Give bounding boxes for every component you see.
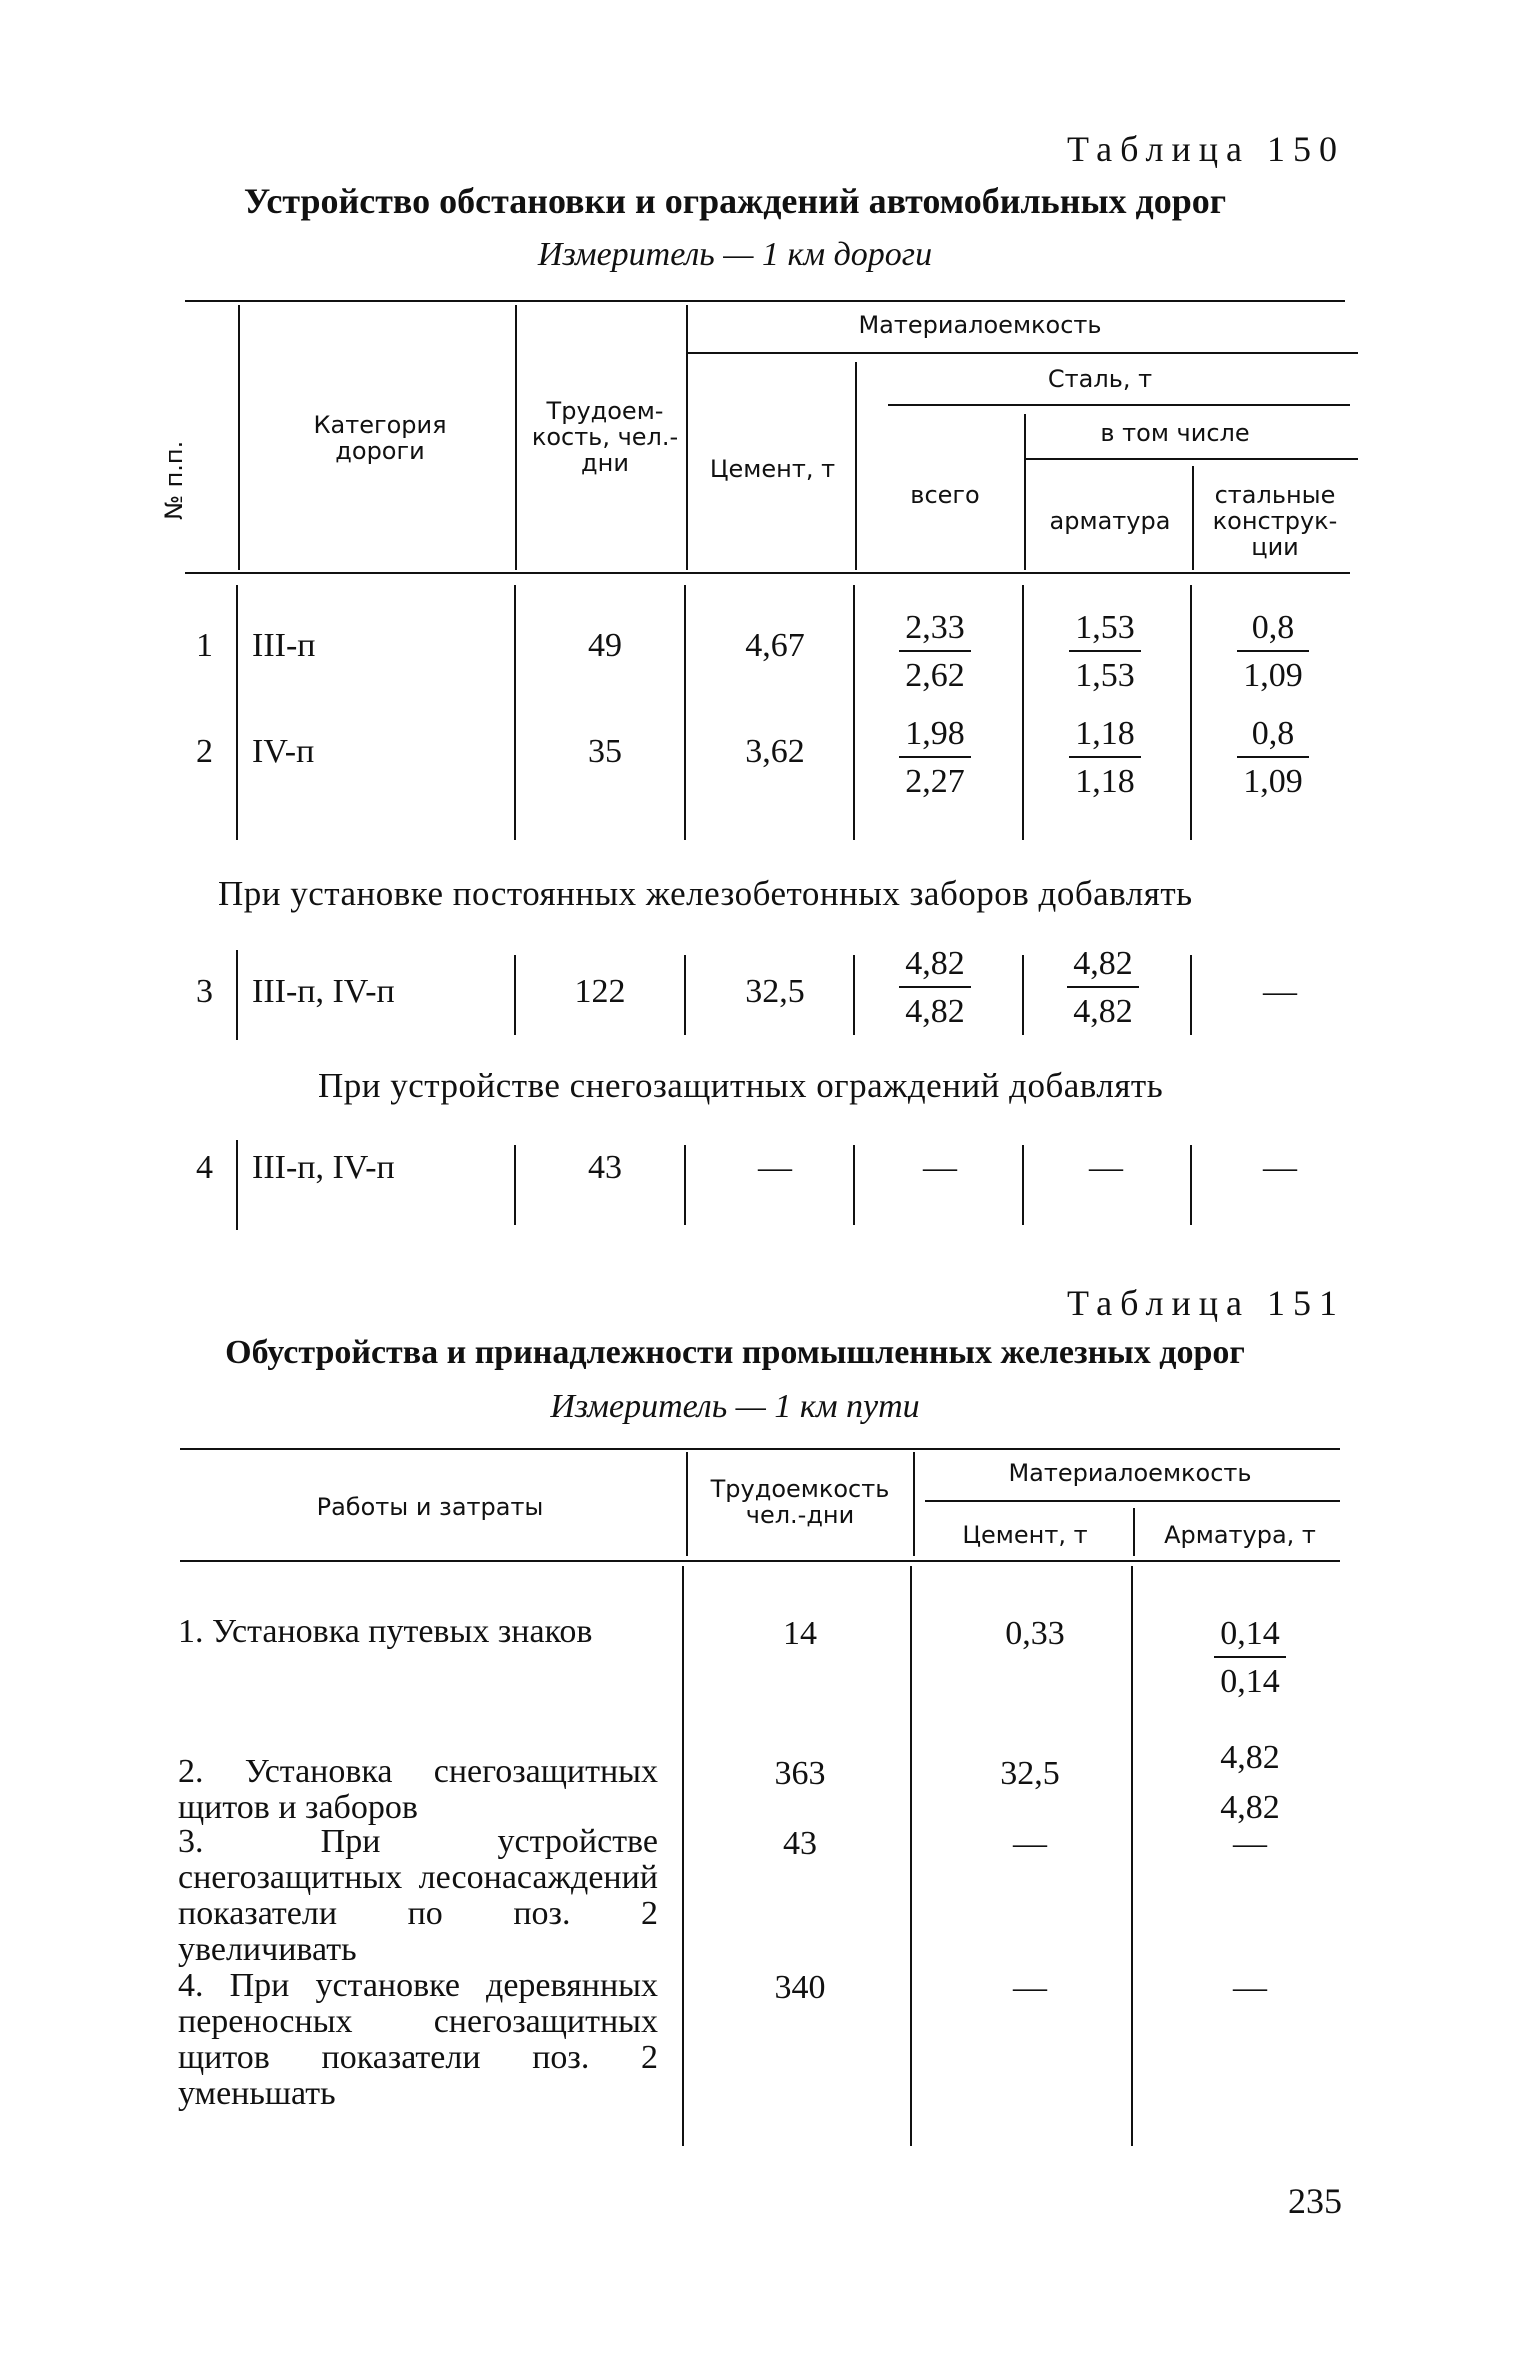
- t150-row4-labor: 43: [588, 1149, 622, 1186]
- t150-header-cement: Цемент, т: [709, 455, 836, 483]
- t150-row2-rebar-den: 1,18: [1075, 763, 1135, 800]
- fraction-bar: [1214, 1656, 1286, 1658]
- t150-row4-v5: [1022, 1145, 1024, 1225]
- t151-row1-rebar-num: 0,14: [1220, 1615, 1280, 1652]
- t150-row2-rebar: [1050, 714, 1160, 802]
- t150-v1: [238, 305, 240, 570]
- t150-row4-cement: —: [758, 1149, 792, 1186]
- t151-row4-cement: —: [1013, 1969, 1047, 2006]
- t150-body-v3: [684, 585, 686, 840]
- t150-row2-struct-den: 1,09: [1243, 763, 1303, 800]
- t150-body-v4: [853, 585, 855, 840]
- t150-row1-struct-num: 0,8: [1251, 609, 1295, 646]
- table-150-title: Устройство обстановки и ограждений автомобильных дорог: [243, 181, 1227, 221]
- t150-header-materials: Материалоемкость: [858, 311, 1102, 339]
- t150-row1-structures: [1218, 608, 1328, 696]
- t151-row4-text: 4. При установке деревянных переносных снегозащитных щитов показатели поз. 2 уменьшать: [178, 1967, 658, 2112]
- t150-v6: [1192, 466, 1194, 570]
- t150-header-steel: Сталь, т: [1047, 365, 1153, 393]
- t150-row1-total-den: 2,62: [905, 657, 965, 694]
- t150-body-v5: [1022, 585, 1024, 840]
- t150-row3-labor: 122: [574, 973, 626, 1010]
- t150-row1-total: [880, 608, 990, 696]
- t150-row4-rebar: —: [1089, 1149, 1123, 1186]
- t151-bv1: [682, 1566, 684, 2146]
- t150-row2-labor: 35: [588, 733, 622, 770]
- fraction-bar: [1069, 650, 1141, 652]
- t151-top-rule: [180, 1448, 1340, 1450]
- t151-row1-cement: 0,33: [1005, 1615, 1065, 1652]
- t150-row3-v2: [514, 955, 516, 1035]
- t151-header-works: Работы и затраты: [316, 1493, 544, 1521]
- t150-header-rebar: арматура: [1049, 507, 1171, 535]
- t150-row4-num: 4: [196, 1149, 213, 1186]
- t151-row3-rebar: —: [1233, 1825, 1267, 1862]
- t151-bv2: [910, 1566, 912, 2146]
- t150-row2-rebar-num: 1,18: [1075, 715, 1135, 752]
- t150-v5: [1024, 414, 1026, 570]
- t150-v3: [686, 305, 688, 570]
- t150-section3-title: При установке постоянных железобетонных заборов добавлять: [218, 874, 1193, 913]
- t150-row3-total-num: 4,82: [905, 945, 965, 982]
- t150-header-bottom-rule: [185, 572, 1350, 574]
- t150-row1-labor: 49: [588, 627, 622, 664]
- fraction-bar: [1067, 986, 1139, 988]
- t151-bv3: [1131, 1566, 1133, 2146]
- t150-row4-total: —: [923, 1149, 957, 1186]
- t151-row1-labor: 14: [783, 1615, 817, 1652]
- t150-header-labor: Трудоем-кость, чел.-дни: [531, 397, 679, 477]
- t150-row4-v1: [236, 1140, 238, 1230]
- fraction-bar: [1069, 756, 1141, 758]
- t151-header-rebar: Арматура, т: [1164, 1521, 1316, 1549]
- t151-header-bottom-rule: [180, 1560, 1340, 1562]
- t150-row3-rebar: [1048, 944, 1158, 1032]
- t150-row1-total-num: 2,33: [905, 609, 965, 646]
- table-151-measure: Измеритель — 1 км пути: [550, 1388, 920, 1425]
- t151-row2-rebar-den: 4,82: [1220, 1789, 1280, 1826]
- t150-row2-total-den: 2,27: [905, 763, 965, 800]
- t150-row3-rebar-num: 4,82: [1073, 945, 1133, 982]
- fraction-bar: [899, 756, 971, 758]
- t150-row2-total-num: 1,98: [905, 715, 965, 752]
- t150-row1-rebar-num: 1,53: [1075, 609, 1135, 646]
- fraction-bar: [899, 650, 971, 652]
- t150-row3-category: III-п, IV-п: [252, 973, 395, 1010]
- t150-header-total: всего: [910, 481, 980, 509]
- t150-header-including: в том числе: [1100, 419, 1250, 447]
- fraction-bar: [1237, 756, 1309, 758]
- table-150-measure: Измеритель — 1 км дороги: [537, 236, 933, 273]
- t150-row3-rebar-den: 4,82: [1073, 993, 1133, 1030]
- table-151-title: Обустройства и принадлежности промышленных железных дорог: [225, 1334, 1245, 1371]
- t150-row3-v4: [853, 955, 855, 1035]
- t151-row3-cement: —: [1013, 1825, 1047, 1862]
- t150-body-v1: [236, 585, 238, 840]
- t151-row2-labor: 363: [774, 1755, 826, 1792]
- t151-row2-rebar: [1195, 1738, 1305, 1828]
- t150-row4-structures: —: [1263, 1149, 1297, 1186]
- t151-header-labor: Трудоемкость чел.-дни: [710, 1475, 890, 1529]
- t151-hv2: [913, 1452, 915, 1556]
- t151-header-materials: Материалоемкость: [1008, 1459, 1252, 1487]
- table-150-label: Таблица 150: [1067, 129, 1345, 169]
- t150-v4: [855, 362, 857, 570]
- t151-hv3: [1133, 1508, 1135, 1556]
- t150-row2-num: 2: [196, 733, 213, 770]
- t150-row4-v2: [514, 1145, 516, 1225]
- t150-row3-total: [880, 944, 990, 1032]
- t150-materials-rule: [688, 352, 1358, 354]
- t150-row4-v6: [1190, 1145, 1192, 1225]
- t151-hv1: [686, 1452, 688, 1556]
- t150-body-v6: [1190, 585, 1192, 840]
- t151-row3-labor: 43: [783, 1825, 817, 1862]
- t151-header-cement: Цемент, т: [962, 1521, 1088, 1549]
- t150-row3-total-den: 4,82: [905, 993, 965, 1030]
- t150-section4-title: При устройстве снегозащитных ограждений добавлять: [318, 1066, 1164, 1105]
- t150-row3-v3: [684, 955, 686, 1035]
- t150-body-v2: [514, 585, 516, 840]
- t150-row4-v4: [853, 1145, 855, 1225]
- t150-row3-v5: [1022, 955, 1024, 1035]
- t150-v2: [515, 305, 517, 570]
- t151-row2-rebar-num: 4,82: [1220, 1739, 1280, 1776]
- t151-row2-cement: 32,5: [1000, 1755, 1060, 1792]
- table-151-label: Таблица 151: [1067, 1283, 1345, 1323]
- t150-row2-cement: 3,62: [745, 733, 805, 770]
- t150-row2-total: [880, 714, 990, 802]
- t150-top-rule: [185, 300, 1345, 302]
- t150-header-num: № п.п.: [160, 440, 188, 520]
- fraction-bar: [1237, 650, 1309, 652]
- t150-row1-num: 1: [196, 627, 213, 664]
- page-number: 235: [1288, 2181, 1342, 2221]
- t150-including-rule: [1024, 458, 1358, 460]
- t150-row3-structures: —: [1263, 973, 1297, 1010]
- t150-row4-category: III-п, IV-п: [252, 1149, 395, 1186]
- t150-header-category: Категория дороги: [313, 411, 447, 465]
- fraction-bar: [899, 986, 971, 988]
- t150-header-structures: стальные конструк-ции: [1212, 481, 1338, 561]
- t150-row3-v1: [236, 950, 238, 1040]
- t150-row1-struct-den: 1,09: [1243, 657, 1303, 694]
- t150-row2-category: IV-п: [252, 733, 315, 770]
- t150-row2-structures: [1218, 714, 1328, 802]
- t151-row1-text: 1. Установка путевых знаков: [178, 1613, 593, 1650]
- t151-row4-labor: 340: [774, 1969, 826, 2006]
- t150-row2-struct-num: 0,8: [1251, 715, 1295, 752]
- t151-materials-rule: [925, 1500, 1340, 1502]
- t150-row3-v6: [1190, 955, 1192, 1035]
- t150-row1-rebar: [1050, 608, 1160, 696]
- t151-row4-rebar: —: [1233, 1969, 1267, 2006]
- t151-row1-rebar: [1195, 1614, 1305, 1702]
- t150-row3-num: 3: [196, 973, 213, 1010]
- t150-steel-rule: [888, 404, 1350, 406]
- t151-row1-rebar-den: 0,14: [1220, 1663, 1280, 1700]
- t150-row1-rebar-den: 1,53: [1075, 657, 1135, 694]
- t151-row2-text: 2. Установка снегозащитных щитов и заборов: [178, 1753, 658, 1826]
- t150-row1-category: III-п: [252, 627, 316, 664]
- t150-row3-cement: 32,5: [745, 973, 805, 1010]
- t151-row3-text: 3. При устройстве снегозащитных лесонасаждений показатели по поз. 2 увеличивать: [178, 1823, 658, 1968]
- t150-row4-v3: [684, 1145, 686, 1225]
- t150-row1-cement: 4,67: [745, 627, 805, 664]
